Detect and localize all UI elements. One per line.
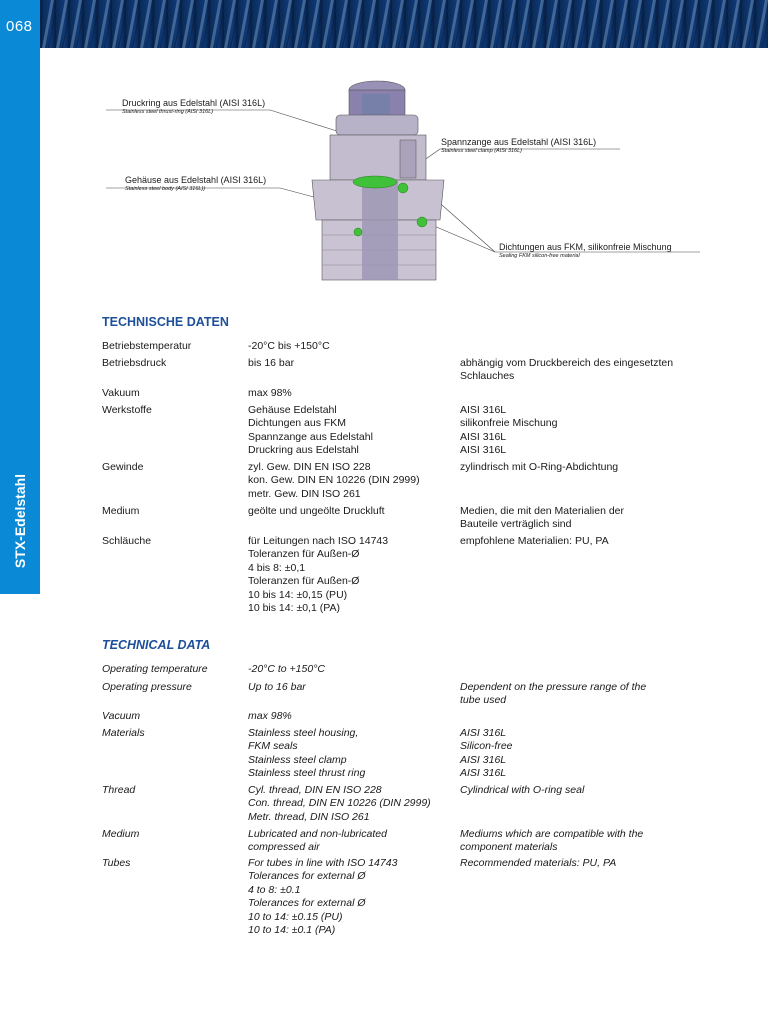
spec-label: Betriebsdruck <box>102 357 167 369</box>
spec-value: Gehäuse Edelstahl Dichtungen aus FKM Spannzange aus Edelstahl Druckring aus Edelstahl <box>248 404 373 457</box>
spec-value: -20°C to +150°C <box>248 663 325 675</box>
page-number: 068 <box>6 18 33 35</box>
spec-value: für Leitungen nach ISO 14743 Toleranzen für Außen-Ø 4 bis 8: ±0,1 Toleranzen für Außen-Ø 10 bis 14: ±0,15 (PU) 10 bis 14: ±0,1 (PA) <box>248 535 389 615</box>
spec-note: Recommended materials: PU, PA <box>460 857 617 869</box>
callout-body: Gehäuse aus Edelstahl (AISI 316L) Stainless steel body (AISI 316L)) <box>125 175 267 192</box>
spec-label: Thread <box>102 784 136 796</box>
section-title-en: TECHNICAL DATA <box>102 638 211 652</box>
spec-label: Betriebstemperatur <box>102 340 192 352</box>
header-stripe-pattern <box>0 0 768 48</box>
side-label <box>0 451 40 591</box>
spec-value: -20°C bis +150°C <box>248 340 330 352</box>
spec-label: Medium <box>102 828 140 840</box>
spec-label: Gewinde <box>102 461 144 473</box>
callout-clamp: Spannzange aus Edelstahl (AISI 316L) Stainless steel clamp (AISI 316L) <box>441 137 597 154</box>
spec-note: AISI 316L silikonfreie Mischung AISI 316L AISI 316L <box>460 404 558 457</box>
spec-note: empfohlene Materialien: PU, PA <box>460 535 609 547</box>
callout-thrust-ring: Druckring aus Edelstahl (AISI 316L) Stainless steel thrust-ring (AISI 316L) <box>122 98 266 115</box>
spec-note: Cylindrical with O-ring seal <box>460 784 585 796</box>
spec-value: Cyl. thread, DIN EN ISO 228 Con. thread, DIN EN 10226 (DIN 2999) Metr. thread, DIN ISO 261 <box>248 784 431 823</box>
spec-label: Materials <box>102 727 145 739</box>
spec-label: Vacuum <box>102 710 141 722</box>
spec-note: abhängig vom Druckbereich des eingesetzten Schlauches <box>460 357 674 383</box>
page-number-block <box>0 0 40 48</box>
spec-value: Lubricated and non-lubricated compressed air <box>248 828 387 854</box>
spec-value: bis 16 bar <box>248 357 295 369</box>
spec-note: Medien, die mit den Materialien der Bauteile verträglich sind <box>460 505 625 531</box>
spec-label: Werkstoffe <box>102 404 152 416</box>
side-label-text: STX-Edelstahl <box>12 473 28 569</box>
spec-note: zylindrisch mit O-Ring-Abdichtung <box>460 461 619 473</box>
header-bar <box>0 0 768 48</box>
section-title-de: TECHNISCHE DATEN <box>102 315 229 329</box>
spec-value: For tubes in line with ISO 14743 Tolerances for external Ø 4 to 8: ±0.1 Tolerances for external Ø 10 to 14: ±0.15 (PU) 10 to 14: ±0.1 (PA) <box>248 857 398 937</box>
spec-label: Medium <box>102 505 140 517</box>
spec-note: Mediums which are compatible with the component materials <box>460 828 644 854</box>
spec-label: Schläuche <box>102 535 152 547</box>
spec-value: Up to 16 bar <box>248 681 306 693</box>
spec-value: zyl. Gew. DIN EN ISO 228 kon. Gew. DIN EN 10226 (DIN 2999) metr. Gew. DIN ISO 261 <box>248 461 420 500</box>
fitting-cutaway-figure <box>100 70 740 310</box>
spec-note: Dependent on the pressure range of the tube used <box>460 681 647 707</box>
spec-label: Vakuum <box>102 387 140 399</box>
spec-label: Tubes <box>102 857 131 869</box>
spec-value: max 98% <box>248 387 292 399</box>
spec-label: Operating pressure <box>102 681 192 693</box>
spec-value: max 98% <box>248 710 292 722</box>
callout-seals: Dichtungen aus FKM, silikonfreie Mischung Sealing FKM silicon-free material <box>499 242 672 259</box>
spec-value: geölte und ungeölte Druckluft <box>248 505 385 517</box>
spec-note: AISI 316L Silicon-free AISI 316L AISI 316L <box>460 727 513 780</box>
spec-value: Stainless steel housing, FKM seals Stainless steel clamp Stainless steel thrust ring <box>248 727 366 780</box>
spec-label: Operating temperature <box>102 663 208 675</box>
